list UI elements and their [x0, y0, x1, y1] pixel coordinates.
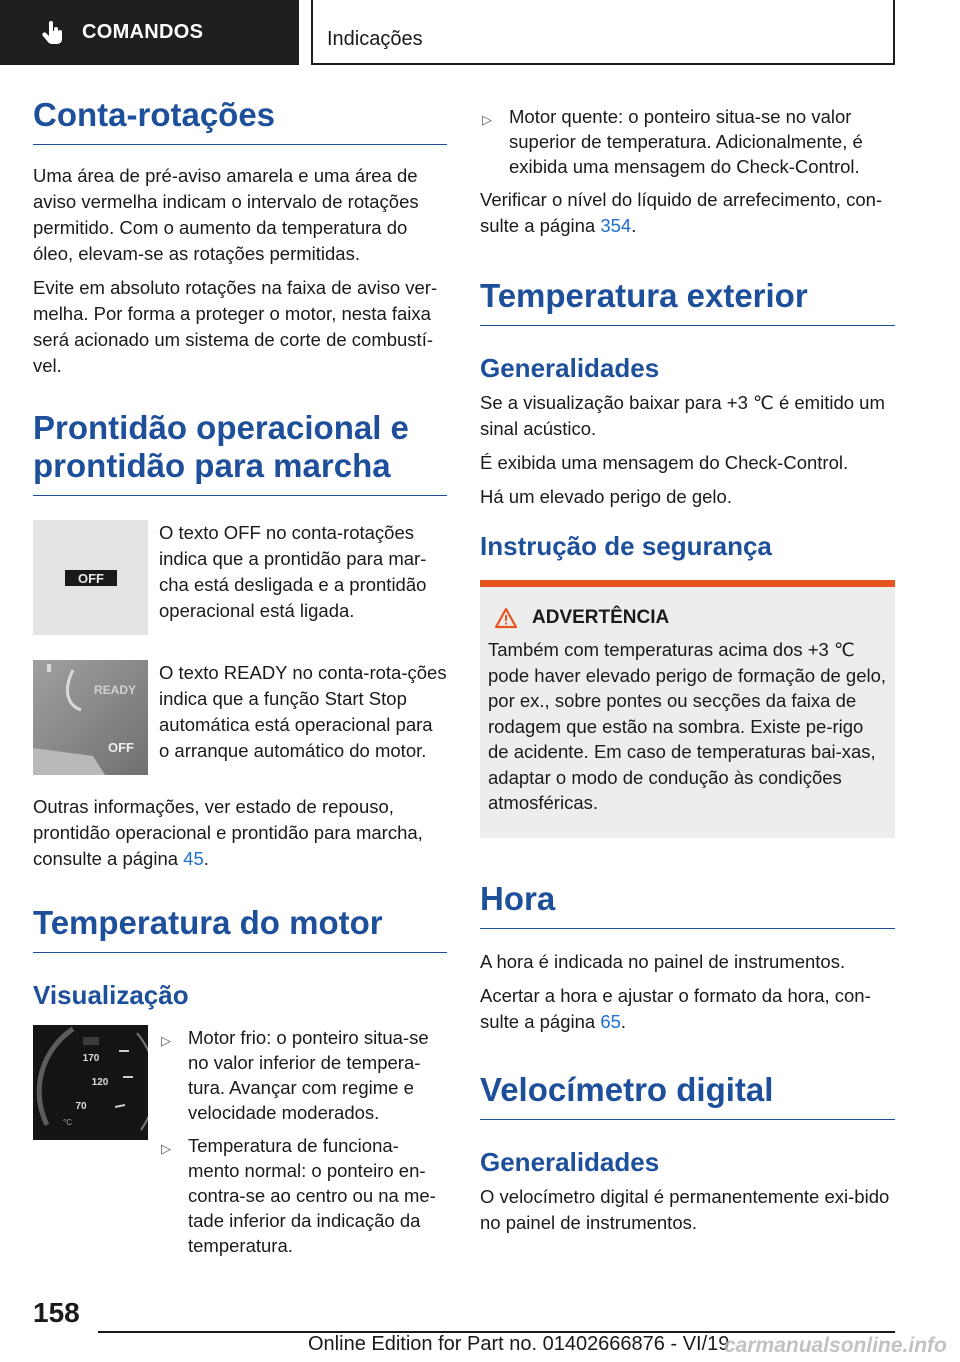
edition-text: Online Edition for Part no. 01402666876 - VI/19: [308, 1333, 730, 1355]
ready-figure-row: [33, 660, 447, 780]
time-paragraph-1: A hora é indicada no painel de instrumentos.: [480, 950, 846, 972]
readiness-heading: Prontidão operacional e prontidão para marcha: [33, 409, 447, 496]
time-heading: Hora: [480, 880, 895, 929]
display-subheading: Visualização: [33, 980, 189, 1010]
page-65-link[interactable]: 65: [600, 1010, 621, 1032]
more-info-paragraph: Outras informações, ver estado de repouso, prontidão operacional e prontidão para marcha, consulte a página 45.: [33, 796, 423, 869]
ready-indicator-image: [33, 660, 148, 780]
triangle-bullet-icon: ▷: [161, 1141, 171, 1156]
triangle-bullet-icon: ▷: [161, 1033, 171, 1048]
off-indicator-image: [33, 520, 148, 640]
gauge-bullets: [159, 1025, 447, 1266]
hand-pointer-icon: [40, 20, 66, 46]
outside-paragraph-3: Há um elevado perigo de gelo.: [480, 486, 732, 507]
outside-temperature-heading: Temperatura exterior: [480, 277, 895, 326]
warning-triangle-icon: [494, 607, 518, 629]
temperature-gauge-image: [33, 1025, 148, 1266]
gauge-label-170: 170: [82, 1053, 100, 1064]
page-45-link[interactable]: 45: [183, 848, 204, 869]
ready-off-text: OFF: [108, 740, 134, 755]
coolant-paragraph: Verificar o nível do líquido de arrefecimento, con-sulte a página 354.: [480, 189, 883, 236]
gauge-label-120: 120: [91, 1077, 109, 1088]
outside-paragraph-2: É exibida uma mensagem do Check-Control.: [480, 452, 849, 473]
general-subheading: Generalidades: [480, 353, 660, 383]
page-354-link[interactable]: 354: [600, 215, 632, 236]
gauge-unit: °C: [63, 1118, 72, 1127]
warning-label: ADVERTÊNCIA: [532, 607, 670, 628]
section-tab: [0, 0, 299, 65]
speedometer-general-subheading: Generalidades: [480, 1146, 660, 1177]
section-label: COMANDOS: [82, 21, 204, 43]
gauge-label-70: 70: [75, 1101, 87, 1112]
subsection-tab: [311, 0, 895, 65]
warning-text: Também com temperaturas acima dos +3 ℃ pode haver elevado perigo de formação de gelo, por ex., sobre pontes ou secções da faixa de rodagem que estão na sombra. Existe pe-rigo de acidente. Em caso de temperaturas bai-xas, adaptar o modo de condução às condições atmosféricas.: [488, 639, 887, 813]
page-number: 158: [33, 1297, 80, 1328]
off-description: O texto OFF no conta-rotações indica que a prontidão para mar-cha está desligada e a prontidão operacional está ligada.: [159, 522, 427, 621]
cold-engine-text: Motor frio: o ponteiro situa-se no valor inferior de tempera-tura. Avançar com regime e velocidade moderados.: [188, 1027, 429, 1123]
time-text: Acertar a hora e ajustar o formato da hora, con-sulte a página: [480, 984, 871, 1032]
tachometer-paragraph-2: Evite em absoluto rotações na faixa de aviso ver-melha. Por forma a proteger o motor, nesta faixa será acionado um sistema de corte de combustí-vel.: [33, 277, 438, 376]
list-item: [480, 104, 895, 179]
speedometer-paragraph: O velocímetro digital é permanentemente exi-bido no painel de instrumentos.: [480, 1185, 890, 1233]
list-item: [159, 1025, 447, 1125]
digital-speedometer-heading: Velocímetro digital: [480, 1071, 895, 1120]
time-paragraph-2: Acertar a hora e ajustar o formato da hora, con-sulte a página 65.: [480, 984, 871, 1032]
off-figure-row: [33, 520, 447, 640]
outside-paragraph-1: Se a visualização baixar para +3 ℃ é emitido um sinal acústico.: [480, 392, 885, 439]
tachometer-heading: Conta-rotações: [33, 96, 447, 145]
list-item: [159, 1133, 447, 1258]
coolant-text: Verificar o nível do líquido de arrefecimento, con-sulte a página: [480, 189, 883, 236]
right-column: [480, 104, 895, 1244]
more-info-text: Outras informações, ver estado de repouso, prontidão operacional e prontidão para marcha, consulte a página: [33, 796, 423, 869]
normal-temperature-text: Temperatura de funciona-mento normal: o ponteiro en-contra-se ao centro ou na me-tade inferior da indicação da temperatura.: [188, 1135, 436, 1256]
left-column: [33, 96, 447, 1280]
ready-description: O texto READY no conta-rota-ções indica que a função Start Stop automática está operacional para o arranque automático do motor.: [159, 662, 447, 761]
tachometer-paragraph-1: Uma área de pré-aviso amarela e uma área de aviso vermelha indicam o intervalo de rotações permitido. Com o aumento da temperatura do óleo, elevam-se as rotações permitidas.: [33, 165, 419, 264]
subsection-label: Indicações: [327, 28, 423, 50]
triangle-bullet-icon: ▷: [482, 112, 492, 127]
warning-box: [480, 580, 895, 838]
hot-engine-text: Motor quente: o ponteiro situa-se no valor superior de temperatura. Adicionalmente, é exibida uma mensagem do Check-Control.: [509, 106, 863, 177]
warning-header: [488, 607, 887, 629]
ready-label-text: READY: [93, 683, 137, 697]
off-badge-text: OFF: [78, 571, 104, 586]
safety-subheading: Instrução de segurança: [480, 531, 772, 561]
watermark: carmanualsonline.info: [724, 1334, 947, 1357]
gauge-figure-row: [33, 1025, 447, 1266]
engine-temperature-heading: Temperatura do motor: [33, 904, 447, 953]
